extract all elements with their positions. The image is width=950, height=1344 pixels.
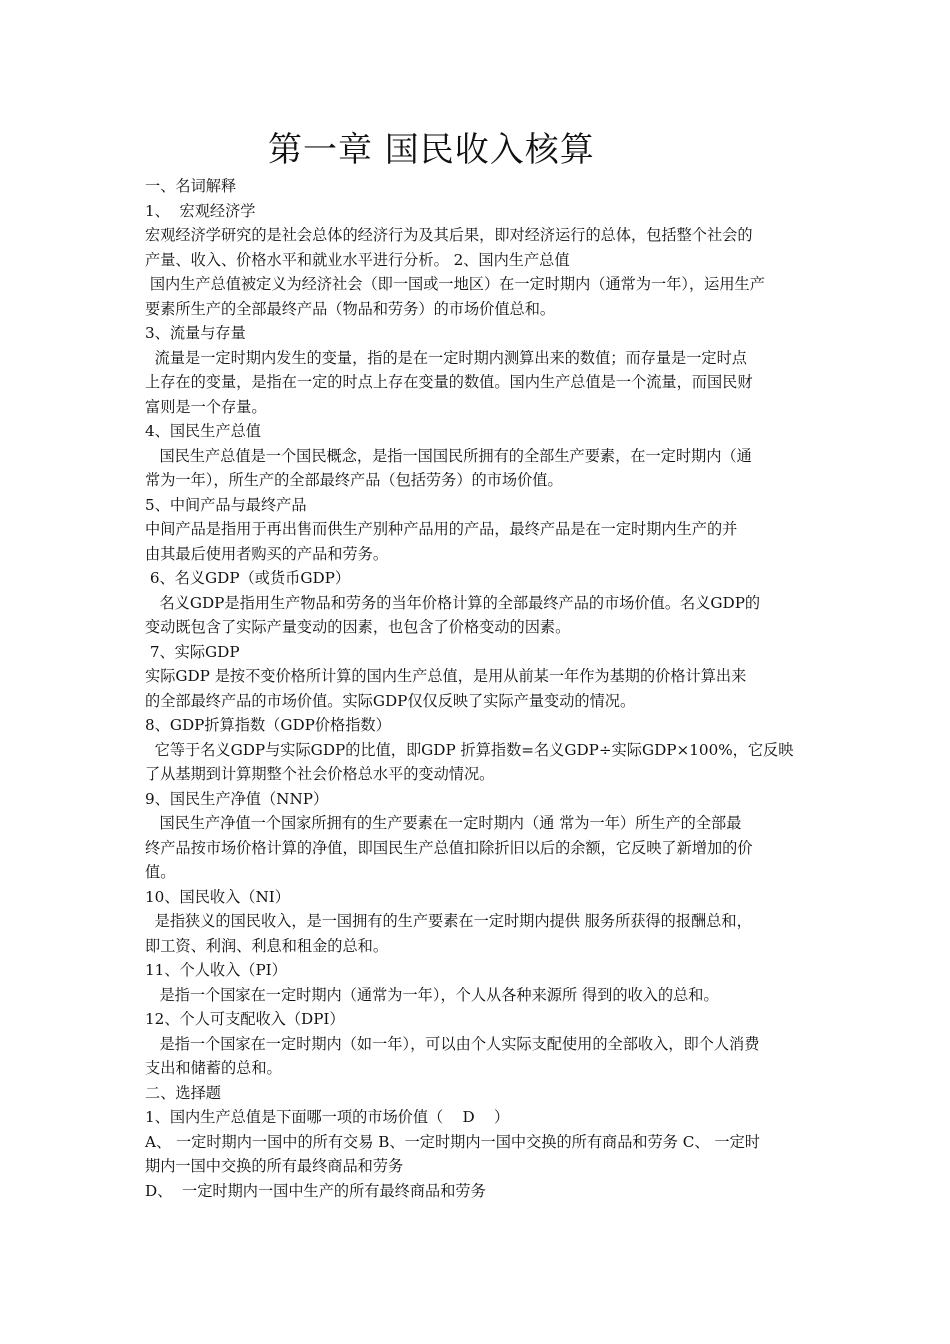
section-heading: 二、选择题 [145, 1083, 221, 1102]
document-body [145, 174, 810, 1203]
paragraph-line: 由其最后使用者购买的产品和劳务。 [145, 544, 388, 563]
paragraph-line: 名义GDP是指用生产物品和劳务的当年价格计算的全部最终产品的市场价值。名义GDP的 [145, 593, 761, 612]
term-heading: 1、 宏观经济学 [145, 201, 256, 220]
paragraph-line: 是指一个国家在一定时期内（如一年），可以由个人实际支配使用的全部收入，即个人消费 [145, 1034, 760, 1053]
paragraph-line: 终产品按市场价格计算的净值，即国民生产总值扣除折旧以后的余额，它反映了新增加的价 [145, 838, 753, 857]
paragraph-line: 国民生产净值一个国家所拥有的生产要素在一定时期内（通 常为一年）所生产的全部最 [145, 814, 742, 832]
term-heading: 4、国民生产总值 [145, 422, 261, 440]
section-heading: 一、名词解释 [145, 177, 237, 195]
paragraph-line: 产量、收入、价格水平和就业水平进行分析。 2、国内生产总值 [145, 250, 570, 269]
paragraph-line: 常为一年），所生产的全部最终产品（包括劳务）的市场价值。 [145, 471, 563, 489]
paragraph-line: 变动既包含了实际产量变动的因素，也包含了价格变动的因素。 [145, 618, 571, 636]
term-heading: 6、名义GDP（或货币GDP） [145, 569, 351, 587]
term-heading: 12、个人可支配收入（DPI） [145, 1010, 345, 1028]
paragraph-line: 上存在的变量，是指在一定的时点上存在变量的数值。国内生产总值是一个流量，而国民财 [145, 373, 753, 391]
paragraph-line: 是指狭义的国民收入，是一国拥有的生产要素在一定时期内提供 服务所获得的报酬总和， [145, 912, 752, 930]
question-line: 1、国内生产总值是下面哪一项的市场价值（ D ） [145, 1108, 510, 1126]
paragraph-line: 国内生产总值被定义为经济社会（即一国或一地区）在一定时期内（通常为一年），运用生产 [145, 275, 765, 293]
paragraph-line: 中间产品是指用于再出售而供生产别种产品用的产品，最终产品是在一定时期内生产的并 [145, 520, 738, 538]
paragraph-line: 实际GDP 是按不变价格所计算的国内生产总值，是用从前某一年作为基期的价格计算出来 [145, 667, 747, 685]
paragraph-line: 要素所生产的全部最终产品（物品和劳务）的市场价值总和。 [145, 299, 556, 318]
paragraph-line: 值。 [145, 863, 176, 881]
paragraph-line: 流量是一定时期内发生的变量，指的是在一定时期内测算出来的数值；而存量是一定时点 [145, 348, 747, 367]
paragraph-line: 宏观经济学研究的是社会总体的经济行为及其后果，即对经济运行的总体，包括整个社会的 [145, 226, 753, 244]
paragraph-line: 的全部最终产品的市场价值。实际GDP仅仅反映了实际产量变动的情况。 [145, 691, 636, 710]
paragraph-line: 是指一个国家在一定时期内（通常为一年），个人从各种来源所 得到的收入的总和。 [145, 985, 719, 1004]
term-heading: 11、个人收入（PI） [145, 961, 287, 979]
option-line: 期内一国中交换的所有最终商品和劳务 [145, 1157, 404, 1175]
term-heading: 3、流量与存量 [145, 324, 246, 342]
paragraph-line: 了从基期到计算期整个社会价格总水平的变动情况。 [145, 765, 495, 783]
paragraph-line: 即工资、利润、利息和租金的总和。 [145, 936, 388, 955]
option-line: D、 一定时期内一国中生产的所有最终商品和劳务 [145, 1181, 486, 1200]
term-heading: 5、中间产品与最终产品 [145, 495, 307, 514]
paragraph-line: 它等于名义GDP与实际GDP的比值，即GDP 折算指数=名义GDP÷实际GDP×100%，它反映 [145, 740, 794, 759]
chapter-title: 第一章 国民收入核算 [268, 130, 595, 170]
paragraph-line: 富则是一个存量。 [145, 397, 267, 416]
term-heading: 7、实际GDP [145, 642, 240, 661]
paragraph-line: 国民生产总值是一个国民概念，是指一国国民所拥有的全部生产要素，在一定时期内（通 [145, 446, 752, 465]
term-heading: 10、国民收入（NI） [145, 887, 290, 906]
term-heading: 8、GDP折算指数（GDP价格指数） [145, 716, 391, 734]
option-line: A、 一定时期内一国中的所有交易 B、一定时期内一国中交换的所有商品和劳务 C、 一定时 [145, 1132, 760, 1151]
paragraph-line: 支出和储蓄的总和。 [145, 1059, 282, 1077]
term-heading: 9、国民生产净值（NNP） [145, 789, 329, 808]
